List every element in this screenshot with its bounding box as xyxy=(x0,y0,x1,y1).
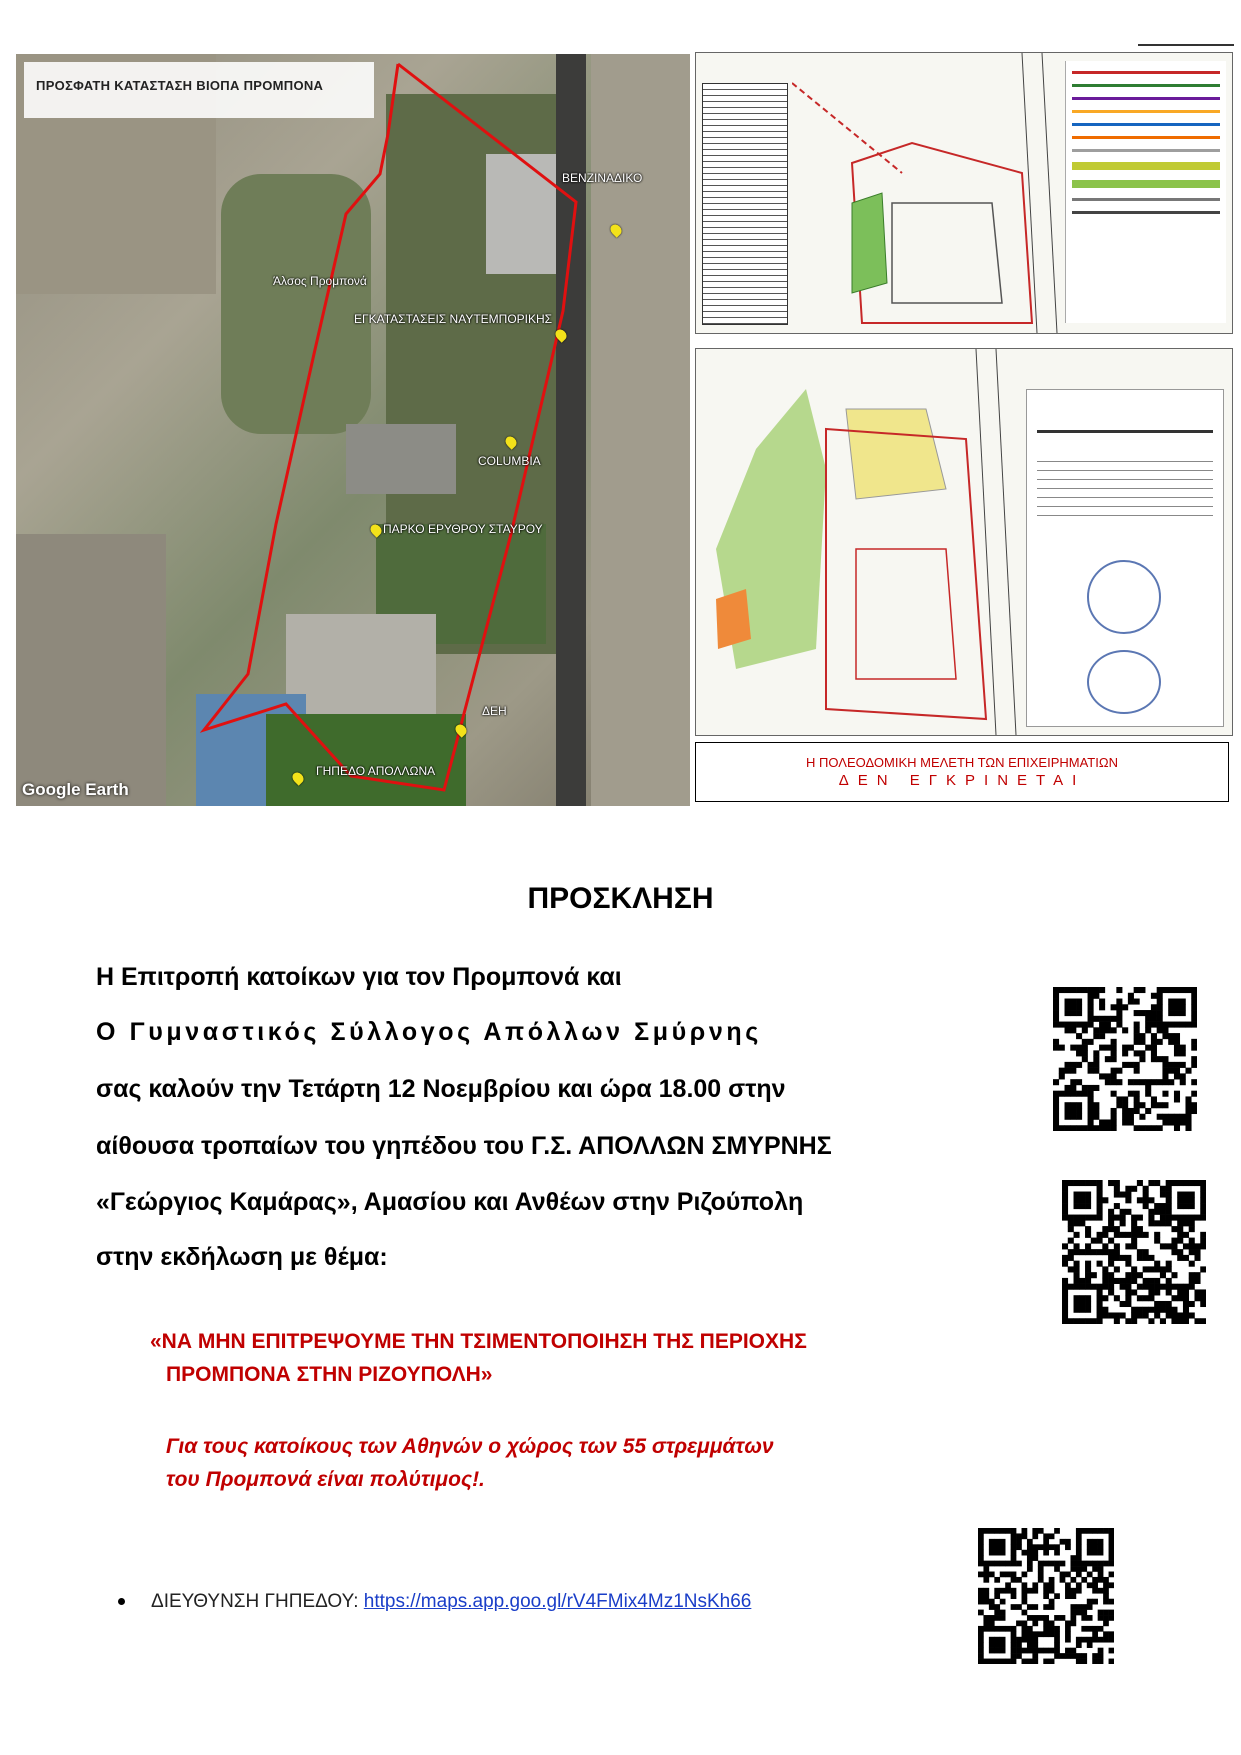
address-label: ΔΙΕΥΘΥΝΣΗ ΓΗΠΕΔΟΥ: xyxy=(151,1591,359,1612)
note-line-1: Για τους κατοίκους των Αθηνών ο χώρος των 55 στρεμμάτων xyxy=(166,1435,774,1458)
slogan-line-2: ΠΡΟΜΠΟΝΑ ΣΤΗΝ ΡΙΖΟΥΠΟΛΗ» xyxy=(166,1363,493,1386)
plans-caption xyxy=(695,742,1229,802)
caption-line-2: ΔΕΝ ΕΓΚΡΙΝΕΤΑΙ xyxy=(838,772,1086,789)
invitation-line-3: σας καλούν την Τετάρτη 12 Νοεμβρίου και ώρα 18.00 στην xyxy=(96,1075,786,1103)
label-nautemporiki: ΕΓΚΑΤΑΣΤΑΣΕΙΣ ΝΑΥΤΕΜΠΟΡΙΚΗΣ xyxy=(354,312,553,326)
qr-code-icon[interactable] xyxy=(1053,987,1197,1131)
label-stadium: ΓΗΠΕΔΟ ΑΠΟΛΛΩΝΑ xyxy=(316,764,436,778)
invitation-line-4: αίθουσα τροπαίων του γηπέδου του Γ.Σ. ΑΠΟΛΛΩΝ ΣΜΥΡΝΗΣ xyxy=(96,1132,832,1160)
corner-line xyxy=(1138,44,1234,46)
importance-note xyxy=(166,1430,774,1496)
invitation-line-6: στην εκδήλωση με θέμα: xyxy=(96,1243,388,1271)
google-earth-watermark: Google Earth xyxy=(22,780,129,799)
plan-sketch xyxy=(696,349,1026,735)
event-slogan xyxy=(150,1325,807,1391)
plan-table xyxy=(702,83,788,325)
label-grove: Άλσος Προμπονά xyxy=(273,274,367,288)
label-columbia: COLUMBIA xyxy=(478,454,541,468)
plan-sketch xyxy=(792,53,1062,333)
qr-code-icon[interactable] xyxy=(978,1528,1114,1664)
note-line-2: του Προμπονά είναι πολύτιμος!. xyxy=(166,1468,485,1491)
qr-code-icon[interactable] xyxy=(1062,1180,1206,1324)
label-gas-station: ΒΕΝΖΙΝΑΔΙΚΟ xyxy=(562,171,643,185)
caption-line-1: Η ΠΟΛΕΟΔΟΜΙΚΗ ΜΕΛΕΤΗ ΤΩΝ ΕΠΙΧΕΙΡΗΜΑΤΙΩΝ xyxy=(806,755,1118,770)
plan-legend xyxy=(1065,61,1226,323)
invitation-line-1: Η Επιτροπή κατοίκων για τον Προμπονά και xyxy=(96,963,622,991)
site-boundary xyxy=(16,54,690,806)
aerial-photo xyxy=(16,54,690,806)
invitation-line-5: «Γεώργιος Καμάρας», Αμασίου και Ανθέων στην Ριζούπολη xyxy=(96,1188,804,1216)
bullet-icon xyxy=(118,1598,125,1605)
stadium-address xyxy=(118,1591,751,1613)
label-park: ΠΑΡΚΟ ΕΡΥΘΡΟΥ ΣΤΑΥΡΟΥ xyxy=(383,522,543,536)
slogan-line-1: «ΝΑ ΜΗΝ ΕΠΙΤΡΕΨΟΥΜΕ ΤΗΝ ΤΣΙΜΕΝΤΟΠΟΙΗΣΗ ΤΗΣ ΠΕΡΙΟΧΗΣ xyxy=(150,1330,807,1353)
plan-title-block xyxy=(1026,389,1224,727)
planning-drawings xyxy=(695,52,1231,806)
aerial-title: ΠΡΟΣΦΑΤΗ ΚΑΤΑΣΤΑΣΗ ΒΙΟΠΑ ΠΡΟΜΠΟΝΑ xyxy=(24,62,374,118)
maps-link[interactable]: https://maps.app.goo.gl/rV4FMix4Mz1NsKh66 xyxy=(363,1591,752,1612)
invitation-heading: ΠΡΟΣΚΛΗΣΗ xyxy=(527,882,714,915)
plan-drawing-top xyxy=(695,52,1233,334)
invitation-line-2: Ο Γυμναστικός Σύλλογος Απόλλων Σμύρνης xyxy=(96,1018,762,1046)
plan-drawing-bottom xyxy=(695,348,1233,736)
label-dei: ΔΕΗ xyxy=(482,704,507,718)
